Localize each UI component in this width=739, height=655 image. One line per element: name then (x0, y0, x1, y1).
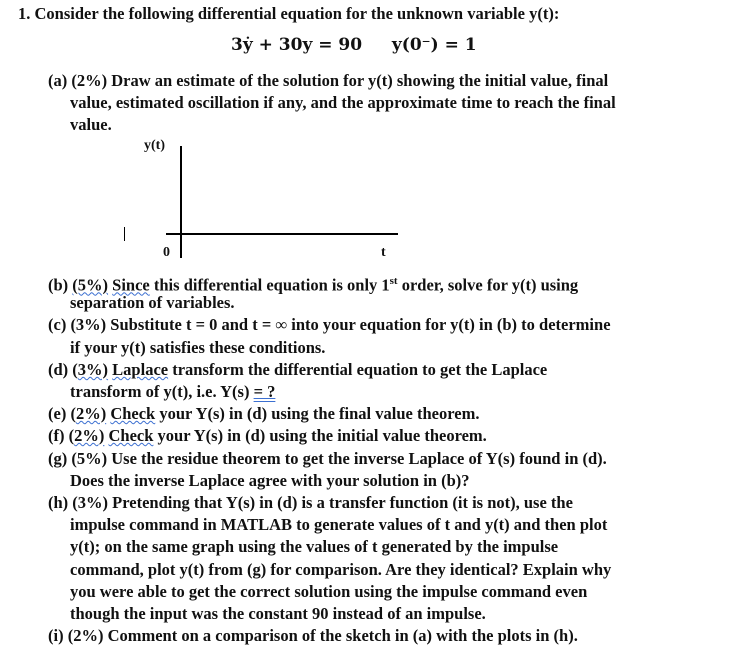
part-f-check: Check (108, 426, 154, 445)
part-h-line-6: though the input was the constant 90 instead of an impulse. (70, 604, 486, 623)
part-f-prefix: (f) ( (48, 426, 75, 445)
part-b-text: this differential equation is only 1 (149, 275, 390, 295)
part-f-text: your Y(s) in (d) using the initial value theorem. (153, 426, 487, 445)
text-cursor (124, 227, 125, 241)
part-d-question: = ? (253, 382, 276, 401)
part-f-line-1 (48, 426, 487, 446)
part-e-line-1 (48, 404, 479, 424)
part-e-check: Check (110, 404, 156, 423)
part-b-since: Since (112, 275, 150, 295)
part-h-line-4: command, plot y(t) from (g) for comparison. Are they identical? Explain why (70, 560, 612, 579)
sketch-x-axis (166, 233, 398, 235)
sketch-y-axis (180, 146, 182, 258)
part-d-line-2 (70, 382, 275, 402)
part-d-line-1 (48, 360, 547, 380)
differential-equation (231, 35, 477, 55)
part-b-superscript: st (389, 275, 398, 287)
part-c-line-1: (c) (3%) Substitute t = 0 and t = ∞ into your equation for y(t) in (b) to determine (48, 315, 611, 334)
part-d-laplace: Laplace (112, 360, 169, 379)
part-d-prefix: (d) ( (48, 360, 78, 379)
part-a-line-3: value. (70, 115, 112, 134)
part-h-line-5: you were able to get the correct solution using the impulse command even (70, 582, 588, 601)
equation-body: 3ẏ + 30y = 90 (231, 35, 363, 55)
part-h-line-3: y(t); on the same graph using the values of t generated by the impulse (70, 537, 559, 556)
part-a-line-1: (a) (2%) Draw an estimate of the solution for y(t) showing the initial value, final (48, 71, 609, 90)
part-e-prefix: (e) ( (48, 404, 76, 423)
part-g-line-2: Does the inverse Laplace agree with your solution in (b)? (70, 471, 470, 490)
sketch-y-axis-label: y(t) (144, 138, 165, 153)
sketch-x-axis-label: t (381, 245, 386, 260)
question-text: Consider the following differential equation for the unknown variable y(t): (34, 4, 560, 23)
part-e-text: your Y(s) in (d) using the final value theorem. (155, 404, 480, 423)
part-h-line-1: (h) (3%) Pretending that Y(s) in (d) is a transfer function (it is not), use the (48, 493, 573, 512)
initial-condition: y(0⁻) = 1 (391, 35, 477, 55)
part-h-line-2: impulse command in MATLAB to generate values of t and y(t) and then plot (70, 515, 608, 534)
part-d-text: transform the differential equation to get the Laplace (168, 360, 548, 379)
part-b-line-1 (48, 271, 578, 296)
part-g-line-1: (g) (5%) Use the residue theorem to get the inverse Laplace of Y(s) found in (d). (48, 449, 607, 468)
part-b-prefix: (b) (48, 275, 73, 295)
question-number: 1. (18, 4, 31, 23)
question-intro (18, 4, 559, 24)
part-e-percent: 2%) (75, 404, 107, 423)
part-b-line-2: separation of variables. (70, 293, 235, 312)
part-c-line-2: if your y(t) satisfies these conditions. (70, 338, 326, 357)
part-i-line-1: (i) (2%) Comment on a comparison of the sketch in (a) with the plots in (h). (48, 626, 578, 645)
part-f-percent: 2%) (74, 426, 105, 445)
sketch-origin-label: 0 (163, 245, 170, 260)
part-d-text-2: transform of y(t), i.e. Y(s) (70, 382, 254, 401)
part-b-percent: (5%) (72, 275, 109, 295)
part-d-percent: 3%) (77, 360, 109, 379)
part-a-line-2: value, estimated oscillation if any, and the approximate time to reach the final (70, 93, 616, 112)
part-b-text-2: order, solve for y(t) using (397, 275, 579, 295)
